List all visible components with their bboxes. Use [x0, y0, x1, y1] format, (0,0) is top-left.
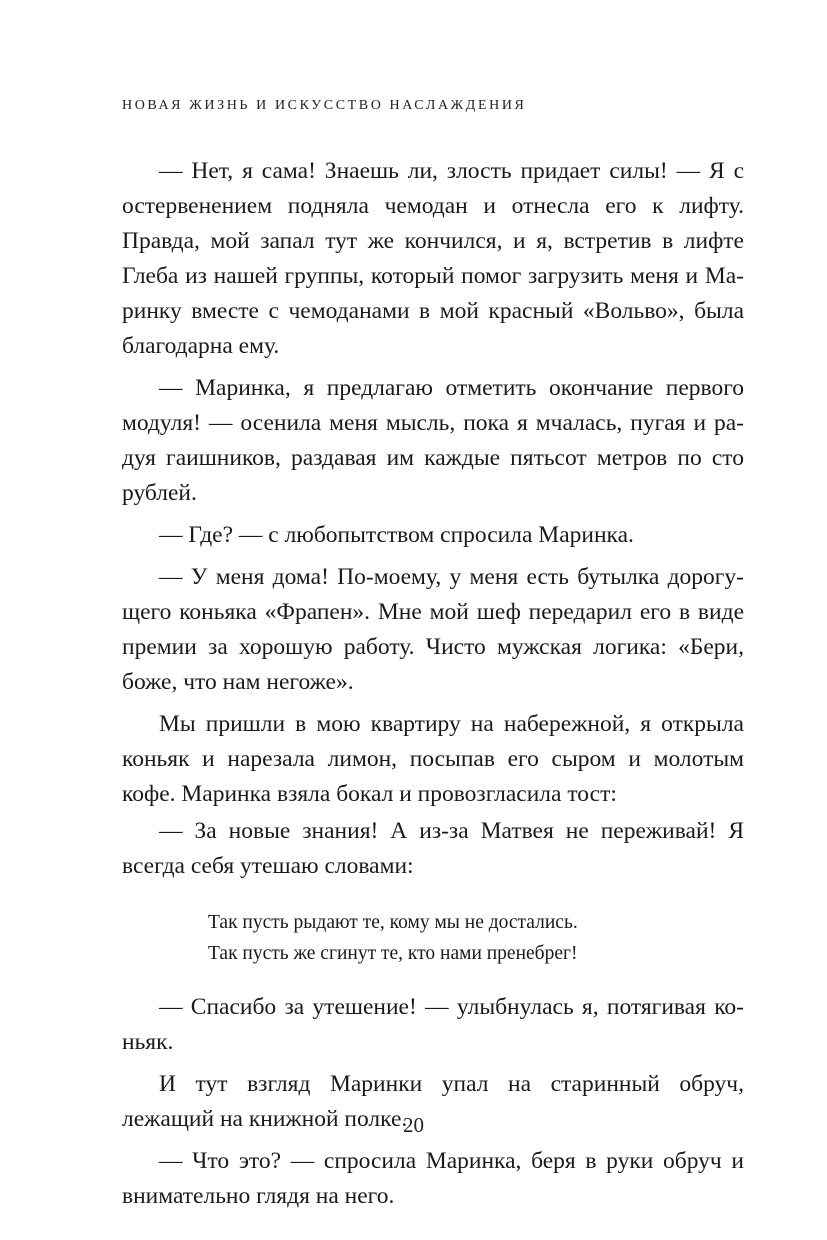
page-number: 20 [403, 1113, 424, 1137]
verse-quote [122, 907, 744, 969]
body-text [122, 154, 744, 1214]
paragraph: И тут взгляд Маринки упал на старинный обруч, лежащий на книжной полке. [122, 1071, 744, 1132]
paragraph: — Спасибо за утешение! — улыбнулась я, потягивая коньяк. [122, 994, 744, 1055]
paragraph: — Маринка, я предлагаю отметить окончание первого модуля! — осенила меня мысль, пока я мчалась, пугая и радуя гаишников, раздавая им каждые пятьсот метров по сто рублей. [122, 375, 744, 506]
running-head: НОВАЯ ЖИЗНЬ И ИСКУССТВО НАСЛАЖДЕНИЯ [122, 98, 527, 113]
paragraph: — У меня дома! По-моему, у меня есть бутылка дорогущего коньяка «Фрапен». Мне мой шеф передарил его в виде премии за хорошую работу. Чисто мужская логика: «Бери, боже, что нам негоже». [122, 564, 744, 695]
paragraph: Мы пришли в мою квартиру на набережной, я открыла коньяк и нарезала лимон, посыпав его сыром и молотым кофе. Маринка взяла бокал и провозгласила тост: [122, 711, 744, 807]
paragraph: — Что это? — спросила Маринка, беря в руки обруч и внимательно глядя на него. [122, 1148, 744, 1209]
verse-line: Так пусть рыдают те, кому мы не достались. [208, 912, 578, 933]
verse-line: Так пусть же сгинут те, кто нами пренебрег! [208, 943, 578, 964]
paragraph: — За новые знания! А из-за Матвея не переживай! Я всегда себя утешаю словами: [122, 818, 744, 879]
paragraph: — Нет, я сама! Знаешь ли, злость придает силы! — Я с остервенением подняла чемодан и отнесла его к лифту. Правда, мой запал тут же кончился, и я, встретив в лифте Глеба из нашей группы, который помог загрузить меня и Маринку вместе с чемоданами в мой красный «Вольво», была благодарна ему. [122, 158, 744, 359]
paragraph: — Где? — с любопытством спросила Маринка. [159, 522, 634, 548]
